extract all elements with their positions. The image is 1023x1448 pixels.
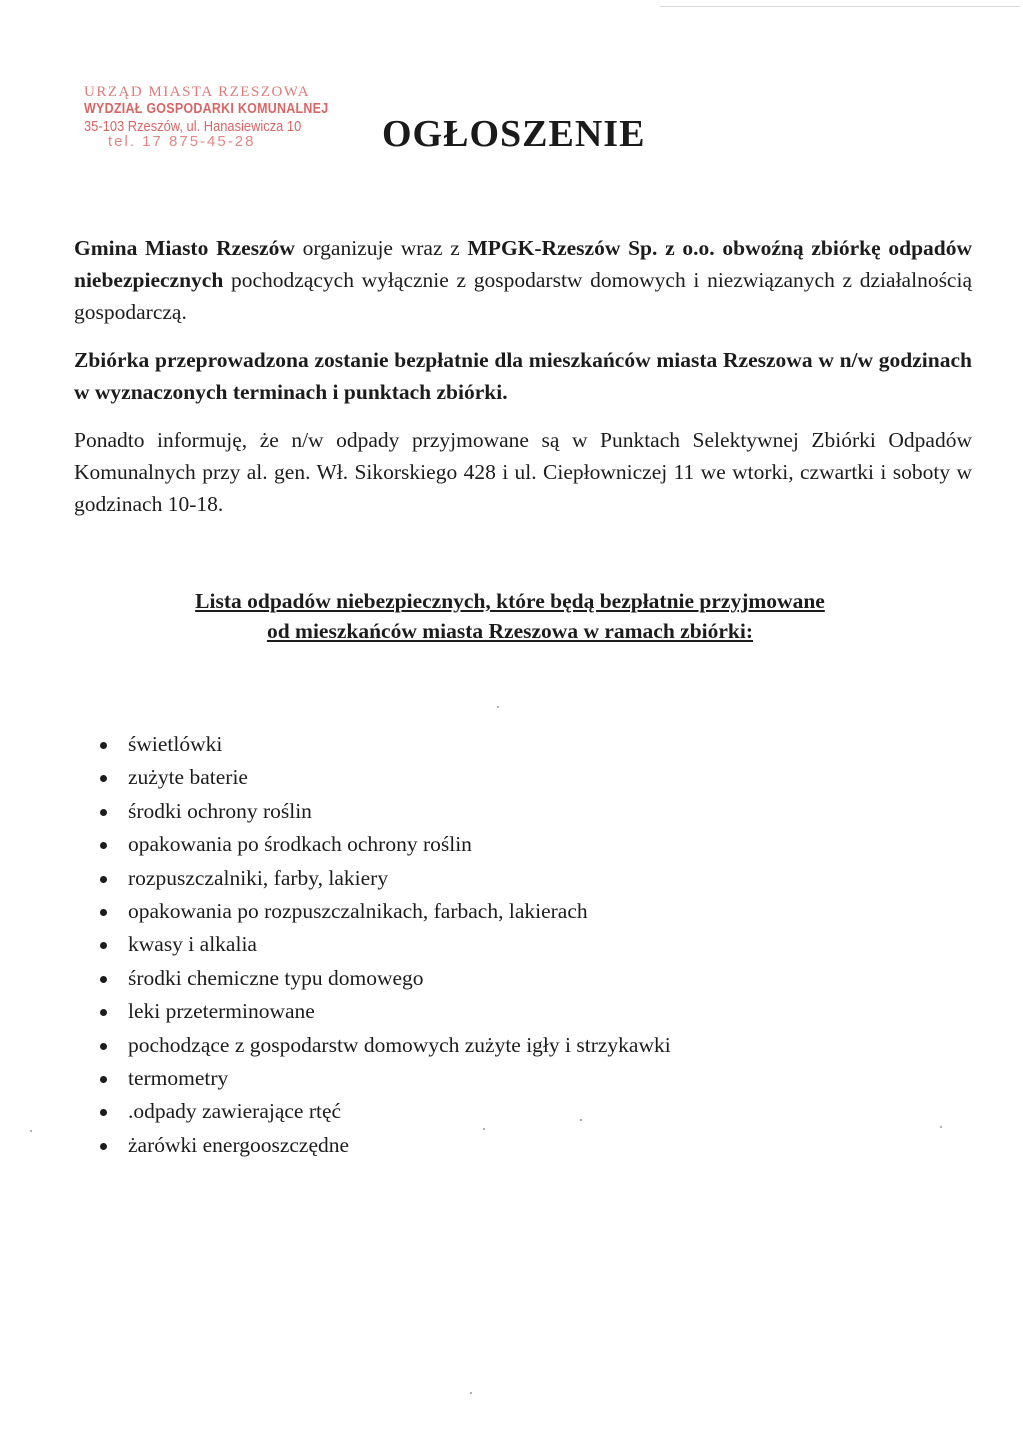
scan-speck <box>580 1119 582 1121</box>
list-item: żarówki energooszczędne <box>96 1129 671 1162</box>
intro-text-2: pochodzących wyłącznie z gospodarstw domowych i niezwiązanych z działalnością gospodarczą. <box>74 268 972 324</box>
list-item: środki chemiczne typu domowego <box>96 962 671 995</box>
list-item: termometry <box>96 1062 671 1095</box>
points-paragraph: Ponadto informuję, że n/w odpady przyjmowane są w Punktach Selektywnej Zbiórki Odpadów Komunalnych przy al. gen. Wł. Sikorskiego 428 i ul. Ciepłowniczej 11 we wtorki, czwartki i soboty w godzinach 10-18. <box>74 428 972 516</box>
list-item: opakowania po rozpuszczalnikach, farbach, lakierach <box>96 895 671 928</box>
scan-speck <box>30 1130 32 1132</box>
list-item: pochodzące z gospodarstw domowych zużyte igły i strzykawki <box>96 1029 671 1062</box>
stamp-line-office: URZĄD MIASTA RZESZOWA <box>84 84 311 100</box>
list-heading <box>74 586 946 646</box>
stamp-line-address: 35-103 Rzeszów, ul. Hanasiewicza 10 <box>84 117 302 135</box>
list-item: .odpady zawierające rtęć <box>96 1095 671 1128</box>
page-title: OGŁOSZENIE <box>382 113 646 155</box>
waste-list <box>96 728 671 1162</box>
list-item: zużyte baterie <box>96 761 671 794</box>
scan-edge-line <box>660 6 1020 7</box>
list-heading-line-1: Lista odpadów niebezpiecznych, które będą bezpłatnie przyjmowane <box>195 589 825 613</box>
list-item: świetlówki <box>96 728 671 761</box>
list-item: opakowania po środkach ochrony roślin <box>96 828 671 861</box>
intro-company: MPGK-Rzeszów Sp. z o.o. obwoźną zbiórkę odpadów niebezpiecznych <box>74 236 973 292</box>
list-item: środki ochrony roślin <box>96 795 671 828</box>
list-item: rozpuszczalniki, farby, lakiery <box>96 862 671 895</box>
intro-organizer: Gmina Miasto Rzeszów <box>74 236 295 260</box>
scan-speck <box>483 1128 485 1130</box>
list-item: kwasy i alkalia <box>96 928 671 961</box>
stamp-line-department: WYDZIAŁ GOSPODARKI KOMUNALNEJ <box>84 101 329 118</box>
collection-paragraph: Zbiórka przeprowadzona zostanie bezpłatnie dla mieszkańców miasta Rzeszowa w n/w godzinach w wyznaczonych terminach i punktach zbiórki. <box>74 348 972 404</box>
list-item: leki przeterminowane <box>96 995 671 1028</box>
scan-speck <box>940 1126 942 1128</box>
list-heading-line-2: od mieszkańców miasta Rzeszowa w ramach zbiórki: <box>266 619 754 643</box>
scan-speck <box>497 706 499 708</box>
office-stamp <box>84 84 329 151</box>
stamp-line-phone: tel. 17 875-45-28 <box>108 133 256 151</box>
scan-speck <box>470 1392 472 1394</box>
intro-paragraph <box>74 232 972 328</box>
intro-text-1: organizuje wraz z <box>294 236 468 260</box>
